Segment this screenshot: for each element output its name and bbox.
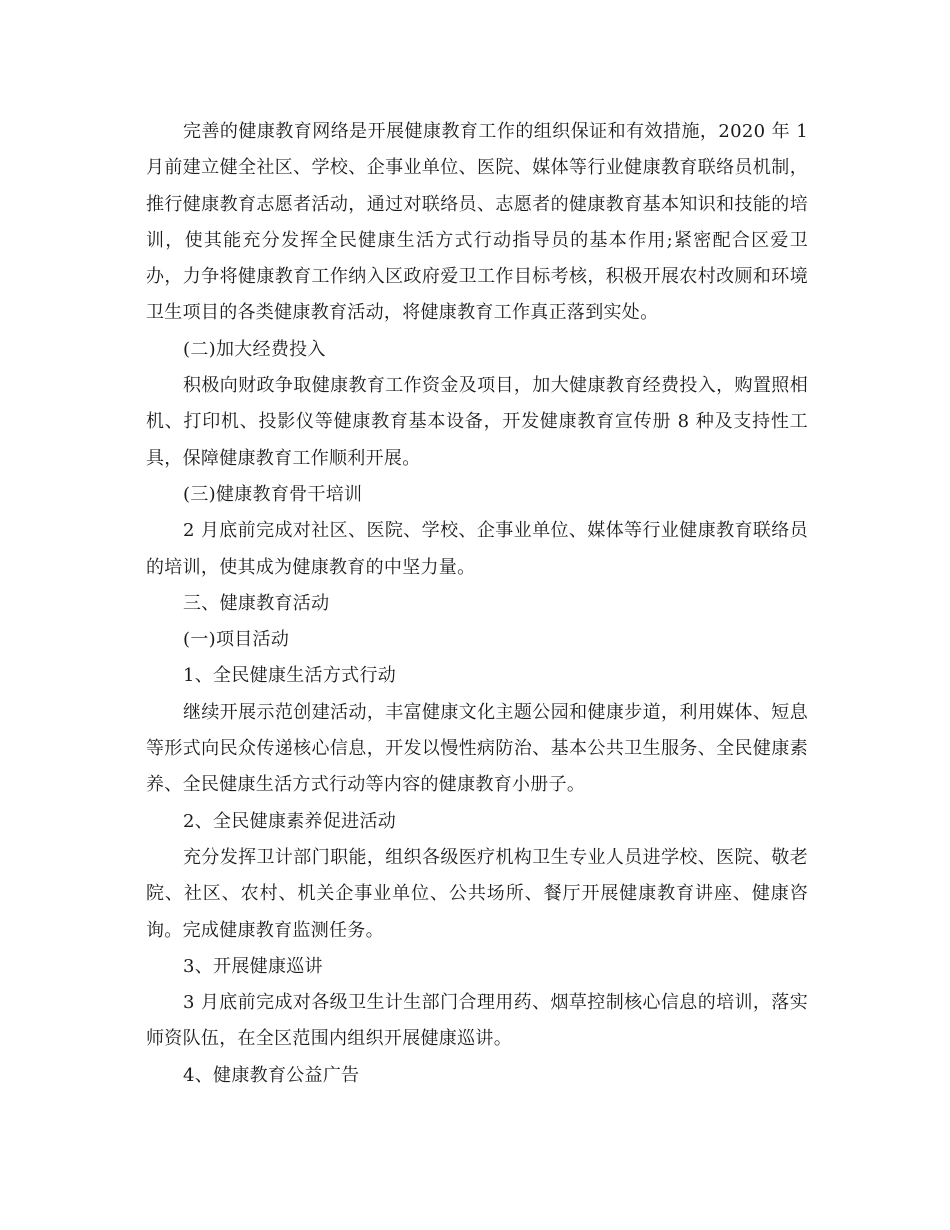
heading-training: (三)健康教育骨干培训 xyxy=(183,483,363,505)
paragraph-health-lectures: 3 月底前完成对各级卫生计生部门合理用药、烟草控制核心信息的培训，落实师资队伍，在全区范围内组织开展健康巡讲。 xyxy=(146,992,808,1050)
document-body xyxy=(146,114,808,1094)
heading-lifestyle-action: 1、全民健康生活方式行动 xyxy=(183,665,397,687)
heading-literacy-promotion: 2、全民健康素养促进活动 xyxy=(183,810,397,832)
paragraph-literacy-promotion: 充分发挥卫计部门职能，组织各级医疗机构卫生专业人员进学校、医院、敬老院、社区、农村、机关企事业单位、公共场所、餐厅开展健康教育讲座、健康咨询。完成健康教育监测任务。 xyxy=(146,846,808,941)
heading-public-ads: 4、健康教育公益广告 xyxy=(183,1064,360,1086)
paragraph-network: 完善的健康教育网络是开展健康教育工作的组织保证和有效措施，2020 年 1 月前建立健全社区、学校、企事业单位、医院、媒体等行业健康教育联络员机制，推行健康教育志愿者活动，通过对联络员、志愿者的健康教育基本知识和技能的培训，使其能充分发挥全民健康生活方式行动指导员的基本作用;紧密配合区爱卫办，力争将健康教育工作纳入区政府爱卫工作目标考核，积极开展农村改厕和环境卫生项目的各类健康教育活动，将健康教育工作真正落到实处。 xyxy=(146,121,808,324)
paragraph-lifestyle-action: 继续开展示范创建活动，丰富健康文化主题公园和健康步道，利用媒体、短息等形式向民众传递核心信息，开发以慢性病防治、基本公共卫生服务、全民健康素养、全民健康生活方式行动等内容的健康教育小册子。 xyxy=(146,701,808,796)
heading-health-lectures: 3、开展健康巡讲 xyxy=(183,955,323,977)
heading-funding: (二)加大经费投入 xyxy=(183,338,326,360)
paragraph-training: 2 月底前完成对社区、医院、学校、企事业单位、媒体等行业健康教育联络员的培训，使其成为健康教育的中坚力量。 xyxy=(146,520,808,578)
heading-activities: 三、健康教育活动 xyxy=(183,592,330,614)
heading-project-activities: (一)项目活动 xyxy=(183,629,290,651)
paragraph-funding: 积极向财政争取健康教育工作资金及项目，加大健康教育经费投入，购置照相机、打印机、投影仪等健康教育基本设备，开发健康教育宣传册 8 种及支持性工具，保障健康教育工作顺利开展。 xyxy=(146,375,808,469)
